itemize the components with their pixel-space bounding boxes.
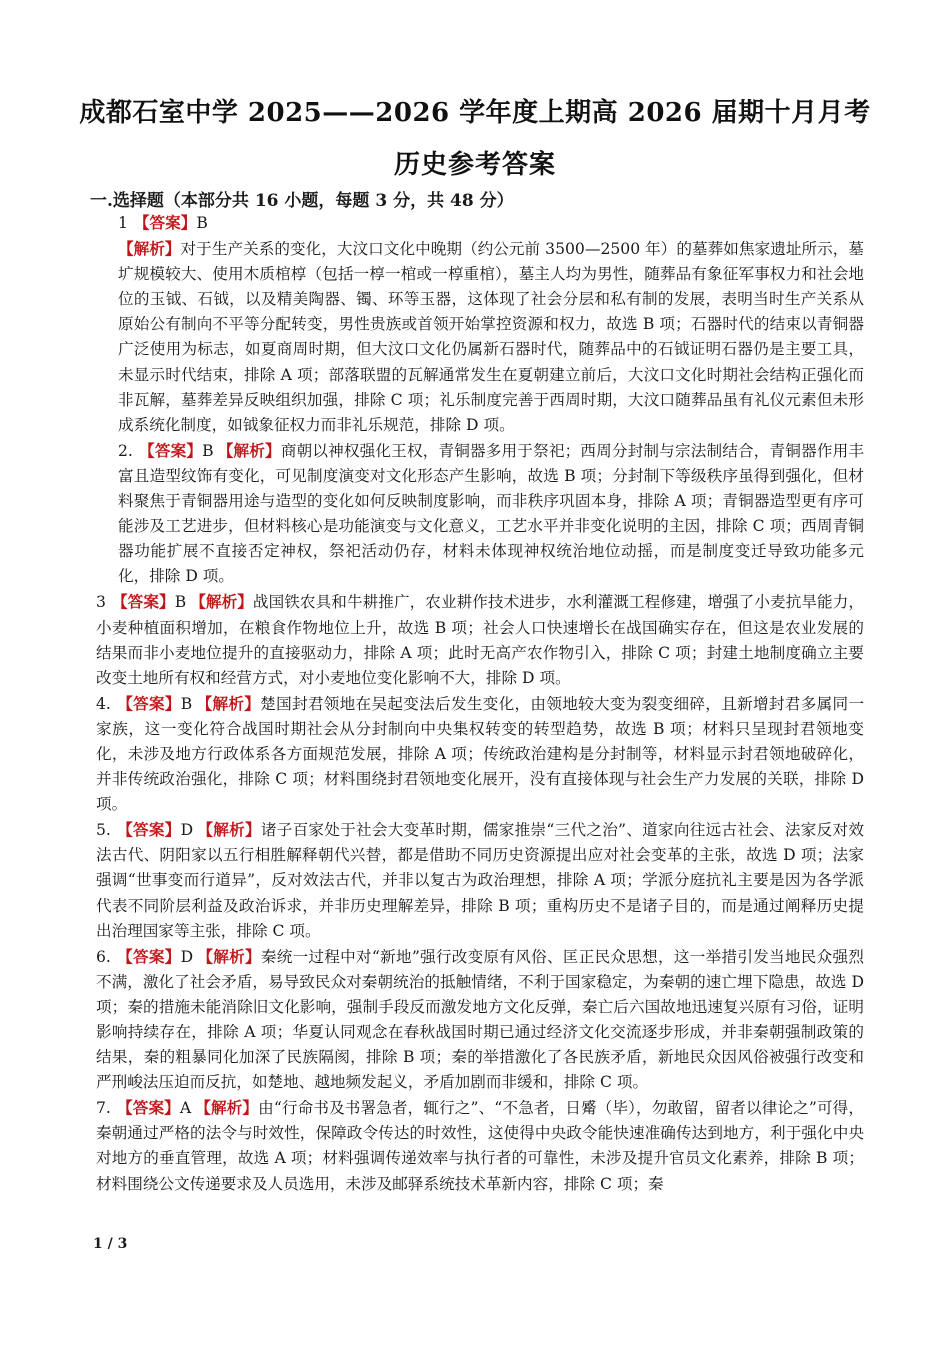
analysis-text: 诸子百家处于社会大变革时期，儒家推崇“三代之治”、道家向往远古社会、法家反对效法古代、阴阳家以五行相胜解释朝代兴替，都是借助不同历史资源提出应对社会变革的主张，故选 D 项；法家强调“世事变而行道异”，反对效法古代，并非以复古为政治理想，排除 A 项；学派分庭抗礼主要是因为各学派代表不同阶层利益及政治诉求，并非历史理解差异，排除 B 项；重构历史不是诸子目的，而是通过阐释历史提出治理国家等主张，排除 C 项。 (96, 821, 864, 940)
answer-tag: 【答案】 (116, 693, 181, 713)
section-heading: 一.选择题（本部分共 16 小题，每题 3 分，共 48 分） (90, 191, 514, 211)
question-item (96, 817, 864, 943)
analysis-tag: 【解析】 (196, 693, 261, 713)
answer-list (96, 210, 864, 1197)
answer-letter: B (180, 694, 193, 713)
page-number: 1 / 3 (93, 1236, 128, 1252)
question-number: 1 (118, 214, 128, 232)
question-item (96, 1095, 864, 1196)
question-item (96, 589, 864, 690)
analysis-text: 对于生产关系的变化，大汶口文化中晚期（约公元前 3500—2500 年）的墓葬如焦家遗址所示，墓圹规模较大、使用木质棺椁（包括一椁一棺或一椁重棺），墓主人均为男性，随葬品有象征军事权力和社会地位的玉钺、石钺，以及精美陶器、镯、环等玉器，这体现了社会分层和私有制的发展，表明当时生产关系从原始公有制向不平等分配转变，男性贵族或首领开始掌控资源和权力，故选 B 项；石器时代的结束以青铜器广泛使用为标志，如夏商周时期，但大汶口文化仍属新石器时代，随葬品中的石钺证明石器仍是主要工具，未显示时代结束，排除 A 项；部落联盟的瓦解通常发生在夏朝建立前后，大汶口文化时期社会结构正强化而非瓦解，墓葬差异反映组织加强，排除 C 项；礼乐制度完善于西周时期，大汶口随葬品虽有礼仪元素但未形成系统化制度，如钺象征权力而非礼乐规范，排除 D 项。 (118, 240, 864, 434)
answer-letter: D (180, 821, 194, 840)
analysis-tag: 【解析】 (197, 820, 261, 840)
analysis-text: 战国铁农具和牛耕推广，农业耕作技术进步，水利灌溉工程修建，增强了小麦抗旱能力，小麦种植面积增加，在粮食作物地位上升，故选 B 项；社会人口快速增长在战国确实存在，但这是农业发展的结果而非小麦地位提升的直接驱动力，排除 A 项；此时无高产农作物引入，排除 C 项；封建土地制度确立主要改变土地所有权和经营方式，对小麦地位变化影响不大，排除 D 项。 (96, 593, 864, 687)
document-subtitle: 历史参考答案 (393, 150, 556, 180)
analysis-tag: 【解析】 (195, 1098, 259, 1118)
question-number: 4. (96, 694, 111, 713)
answer-letter: A (179, 1099, 192, 1118)
question-item (96, 691, 864, 817)
answer-letter: B (202, 441, 214, 460)
answer-letter: D (180, 947, 194, 966)
analysis-tag: 【解析】 (118, 239, 181, 259)
question-item (118, 210, 864, 438)
analysis-tag: 【解析】 (190, 592, 253, 612)
answer-tag: 【答案】 (116, 820, 181, 840)
question-number: 5. (96, 821, 111, 840)
analysis-text: 商朝以神权强化王权，青铜器多用于祭祀；西周分封制与宗法制结合，青铜器作用丰富且造型纹饰有变化，可见制度演变对文化形态产生影响，故选 B 项；分封制下等级秩序虽得到强化，但材料聚焦于青铜器用途与造型的变化如何反映制度影响，而非秩序巩固本身，排除 A 项；青铜器造型更有序可能涉及工艺进步，但材料核心是功能演变与文化意义，工艺水平并非变化说明的主因，排除 C 项；西周青铜器功能扩展不直接否定神权，祭祀活动仍存，材料未体现神权统治地位动摇，而是制度变迁导致功能多元化，排除 D 项。 (118, 441, 864, 586)
answer-tag: 【答案】 (116, 946, 181, 966)
answer-letter: B (196, 214, 208, 232)
analysis-tag: 【解析】 (217, 440, 281, 460)
analysis-tag: 【解析】 (197, 946, 261, 966)
answer-letter: B (174, 593, 187, 612)
answer-tag: 【答案】 (133, 213, 197, 232)
answer-tag: 【答案】 (111, 592, 175, 612)
answer-tag: 【答案】 (138, 440, 203, 460)
question-item (96, 944, 864, 1096)
question-number: 2. (118, 441, 133, 460)
answer-tag: 【答案】 (116, 1098, 180, 1118)
question-number: 6. (96, 947, 111, 966)
document-title: 成都石室中学 2025——2026 学年度上期高 2026 届期十月月考 (79, 98, 871, 128)
question-number: 7. (96, 1099, 111, 1118)
question-item (118, 438, 864, 590)
analysis-text: 楚国封君领地在吴起变法后发生变化，由领地较大变为裂变细碎，且新增封君多属同一家族，这一变化符合战国时期社会从分封制向中央集权转变的转型趋势，故选 B 项；材料只呈现封君领地变化，未涉及地方行政体系各方面规范发展，排除 A 项；传统政治建构是分封制等，材料显示封君领地破碎化，并非传统政治强化，排除 C 项；材料围绕封君领地变化展开，没有直接体现与社会生产力发展的关联，排除 D 项。 (96, 694, 864, 814)
analysis-text: 由“行命书及书署急者，辄行之”、“不急者，日觱（毕），勿敢留，留者以律论之”可得，秦朝通过严格的法令与时效性，保障政令传达的时效性，这使得中央政令能快速准确传达到地方，利于强化中央对地方的垂直管理，故选 A 项；材料强调传递效率与执行者的可靠性，未涉及提升官员文化素养，排除 B 项；材料围绕公文传递要求及人员选用，未涉及邮驿系统技术革新内容，排除 C 项；秦 (96, 1099, 864, 1193)
question-number: 3 (96, 593, 106, 612)
analysis-text: 秦统一过程中对“新地”强行改变原有风俗、匡正民众思想，这一举措引发当地民众强烈不满，激化了社会矛盾，易导致民众对秦朝统治的抵触情绪，不利于国家稳定，为秦朝的速亡埋下隐患，故选 D 项；秦的措施未能消除旧文化影响，强制手段反而激发地方文化反弹，秦亡后六国故地迅速复兴原有习俗，证明影响持续存在，排除 A 项；华夏认同观念在春秋战国时期已通过经济文化交流逐步形成，并非秦朝强制政策的结果，秦的粗暴同化加深了民族隔阂，排除 B 项；秦的举措激化了各民族矛盾，新地民众因风俗被强行改变和严刑峻法压迫而反抗，如楚地、越地频发起义，矛盾加剧而非缓和，排除 C 项。 (96, 947, 864, 1092)
